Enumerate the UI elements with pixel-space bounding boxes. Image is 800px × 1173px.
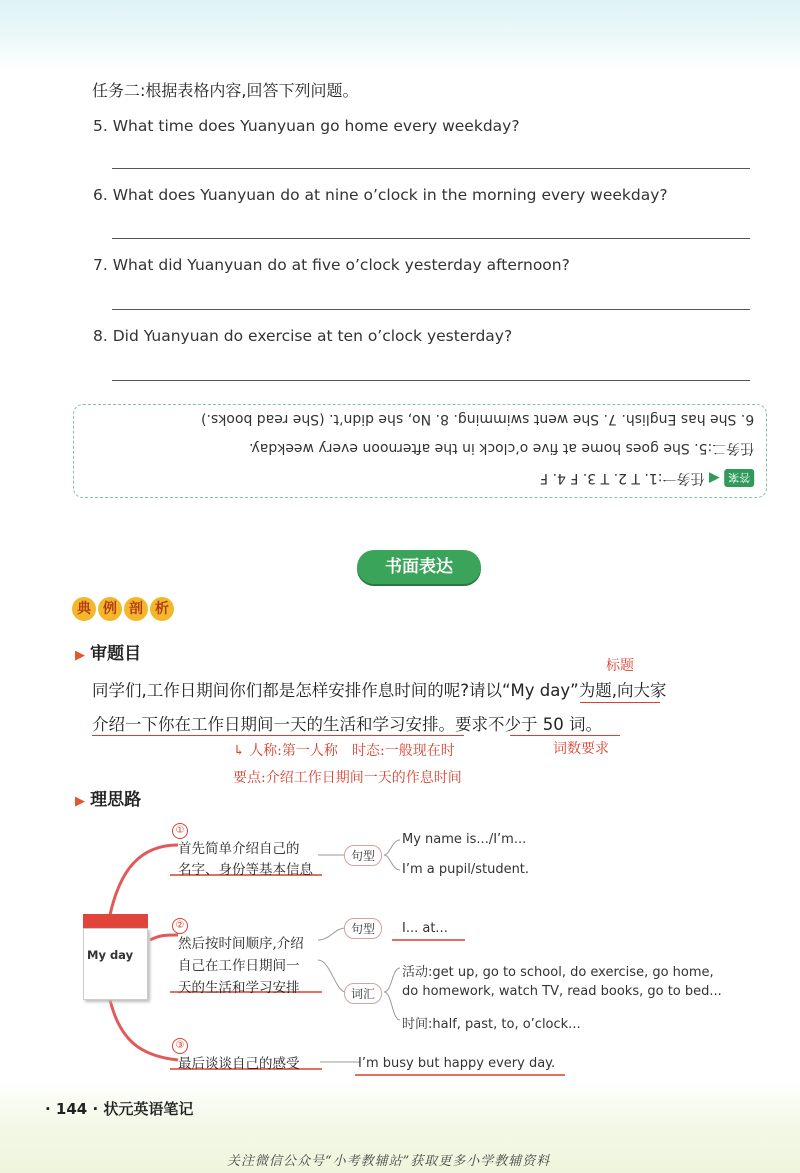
note-main: 要点:介绍工作日期间一天的作息时间 <box>233 770 462 786</box>
calendar-icon <box>83 914 148 1000</box>
vocab-activities: 活动:get up, go to school, do exercise, go home, <box>402 965 714 980</box>
branch-3-line-1: 最后谈谈自己的感受 <box>178 1056 300 1072</box>
branch-number-2: ② <box>172 918 188 934</box>
task2-heading: 任务二:根据表格内容,回答下列问题。 <box>92 81 359 100</box>
sentence-3: I’m busy but happy every day. <box>358 1056 556 1071</box>
pill-sentence-1: 句型 <box>344 845 382 866</box>
section-review-title: ▶ 审题目 <box>75 644 142 664</box>
answer-line-1: 答案 ◀ 任务一:1. T 2. T 3. F 4. F <box>540 469 754 489</box>
question-5: 5. What time does Yuanyuan go home every weekday? <box>93 117 520 135</box>
branch-number-3: ③ <box>172 1038 188 1054</box>
branch-1-line-2: 名字、身份等基本信息 <box>178 862 313 878</box>
branch-1-line-1: 首先简单介绍自己的 <box>178 841 300 857</box>
branch-number-1: ① <box>172 823 188 839</box>
bottom-note: 关注微信公众号“小考教辅站”获取更多小学教辅资料 <box>227 1154 551 1169</box>
mindmap-center: My day <box>87 948 134 962</box>
answer-line-2: 任务二:5. She goes home at five o’clock in the afternoon every weekday. <box>248 440 754 456</box>
prompt-line-1: 同学们,工作日期间你们都是怎样安排作息时间的呢?请以“My day”为题,向大家 <box>92 681 667 700</box>
example-char-1: 典 <box>72 597 96 621</box>
note-words: 词数要求 <box>553 741 609 757</box>
question-7: 7. What did Yuanyuan do at five o’clock yesterday afternoon? <box>93 256 570 274</box>
branch-2-line-2: 自己在工作日期间一 <box>178 958 300 974</box>
answer-text-1: 任务一:1. T 2. T 3. F 4. F <box>539 470 705 486</box>
sentence-1a: My name is.../I’m... <box>402 832 527 847</box>
answer-tag: 答案 <box>724 469 754 487</box>
vocab-activities-cont: do homework, watch TV, read books, go to bed... <box>402 984 722 999</box>
note-title: 标题 <box>606 658 634 674</box>
section-banner: 书面表达 <box>357 550 481 584</box>
branch-2-line-3: 天的生活和学习安排 <box>178 980 300 996</box>
sentence-1b: I’m a pupil/student. <box>402 862 530 877</box>
pill-sentence-2: 句型 <box>344 918 382 939</box>
section-plan-title: ▶ 理思路 <box>75 790 142 810</box>
triangle-icon: ▶ <box>75 648 85 663</box>
question-6: 6. What does Yuanyuan do at nine o’clock in the morning every weekday? <box>93 186 668 204</box>
answer-line-3: 6. She has English. 7. She went swimming. 8. No, she didn’t. (She read books.) <box>200 411 754 427</box>
prompt-line-2: 介绍一下你在工作日期间一天的生活和学习安排。要求不少于 50 词。 <box>92 715 602 734</box>
sentence-2: I... at... <box>402 921 448 936</box>
example-char-3: 剖 <box>124 597 148 621</box>
branch-2-line-1: 然后按时间顺序,介绍 <box>178 936 304 952</box>
example-char-2: 例 <box>98 597 122 621</box>
note-person: ↳ 人称:第一人称 <box>233 743 338 759</box>
pill-vocab: 词汇 <box>344 983 382 1004</box>
example-char-4: 析 <box>150 597 174 621</box>
note-tense: 时态:一般现在时 <box>352 743 455 759</box>
triangle-icon: ▶ <box>75 794 85 809</box>
page-footer: · 144 · 状元英语笔记 <box>45 1100 194 1118</box>
question-8: 8. Did Yuanyuan do exercise at ten o’clock yesterday? <box>93 327 513 345</box>
vocab-time: 时间:half, past, to, o’clock... <box>402 1017 581 1032</box>
